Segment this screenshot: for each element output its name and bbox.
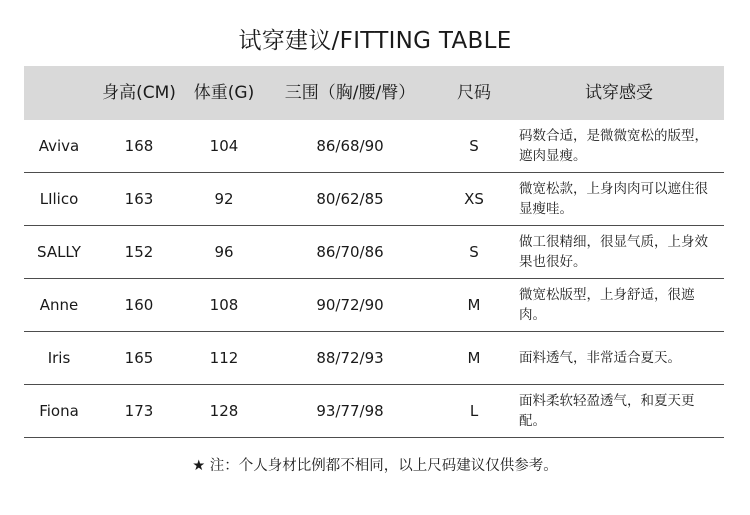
table-row <box>24 226 724 279</box>
cell-weight: 128 <box>209 402 239 420</box>
cell-size: M <box>467 296 481 314</box>
cell-measurements: 93/77/98 <box>316 402 384 420</box>
feel-text: 微宽松版型，上身舒适，很遮肉。 <box>519 287 695 323</box>
cell-height: 173 <box>124 402 154 420</box>
cell-size: L <box>469 402 479 420</box>
cell-feel <box>519 120 719 172</box>
header-measurements: 三围（胸/腰/臀） <box>284 83 416 103</box>
feel-text: 微宽松款，上身肉肉可以遮住很显瘦哇。 <box>519 181 708 217</box>
header-height: 身高(CM) <box>102 83 176 103</box>
fitting-table <box>24 66 724 438</box>
cell-measurements: 86/70/86 <box>316 243 384 261</box>
cell-measurements: 86/68/90 <box>316 137 384 155</box>
cell-size: S <box>469 243 479 261</box>
feel-text: 面料透气，非常适合夏天。 <box>519 350 681 366</box>
feel-text: 面料柔软轻盈透气，和夏天更配。 <box>519 393 695 429</box>
cell-feel <box>519 332 719 384</box>
cell-size: M <box>467 349 481 367</box>
feel-text: 做工很精细，很显气质，上身效果也很好。 <box>519 234 708 270</box>
cell-measurements: 90/72/90 <box>316 296 384 314</box>
cell-size: XS <box>464 190 484 208</box>
cell-feel <box>519 279 719 331</box>
disclaimer-note: ★ 注：个人身材比例都不相同，以上尺码建议仅供参考。 <box>192 458 558 474</box>
cell-name: Fiona <box>39 402 79 420</box>
header-size: 尺码 <box>457 83 491 103</box>
cell-feel <box>519 385 719 437</box>
cell-name: LIlico <box>39 190 79 208</box>
cell-feel <box>519 173 719 225</box>
cell-name: Anne <box>39 296 79 314</box>
cell-weight: 96 <box>214 243 234 261</box>
cell-height: 165 <box>124 349 154 367</box>
cell-measurements: 80/62/85 <box>316 190 384 208</box>
cell-feel <box>519 226 719 278</box>
cell-height: 160 <box>124 296 154 314</box>
cell-name: Iris <box>47 349 71 367</box>
cell-height: 152 <box>124 243 154 261</box>
cell-weight: 108 <box>209 296 239 314</box>
header-feel: 试穿感受 <box>585 83 653 103</box>
page-title: 试穿建议/FITTING TABLE <box>238 28 512 54</box>
cell-measurements: 88/72/93 <box>316 349 384 367</box>
table-row <box>24 385 724 438</box>
table-row <box>24 279 724 332</box>
table-row <box>24 332 724 385</box>
table-row <box>24 120 724 173</box>
cell-height: 163 <box>124 190 154 208</box>
table-row <box>24 173 724 226</box>
cell-name: SALLY <box>37 243 81 261</box>
cell-weight: 112 <box>209 349 239 367</box>
table-header <box>24 66 724 120</box>
cell-weight: 92 <box>214 190 234 208</box>
header-weight: 体重(G) <box>193 83 255 103</box>
cell-weight: 104 <box>209 137 239 155</box>
cell-size: S <box>469 137 479 155</box>
cell-height: 168 <box>124 137 154 155</box>
cell-name: Aviva <box>38 137 80 155</box>
feel-text: 码数合适，是微微宽松的版型，遮肉显瘦。 <box>519 128 708 164</box>
